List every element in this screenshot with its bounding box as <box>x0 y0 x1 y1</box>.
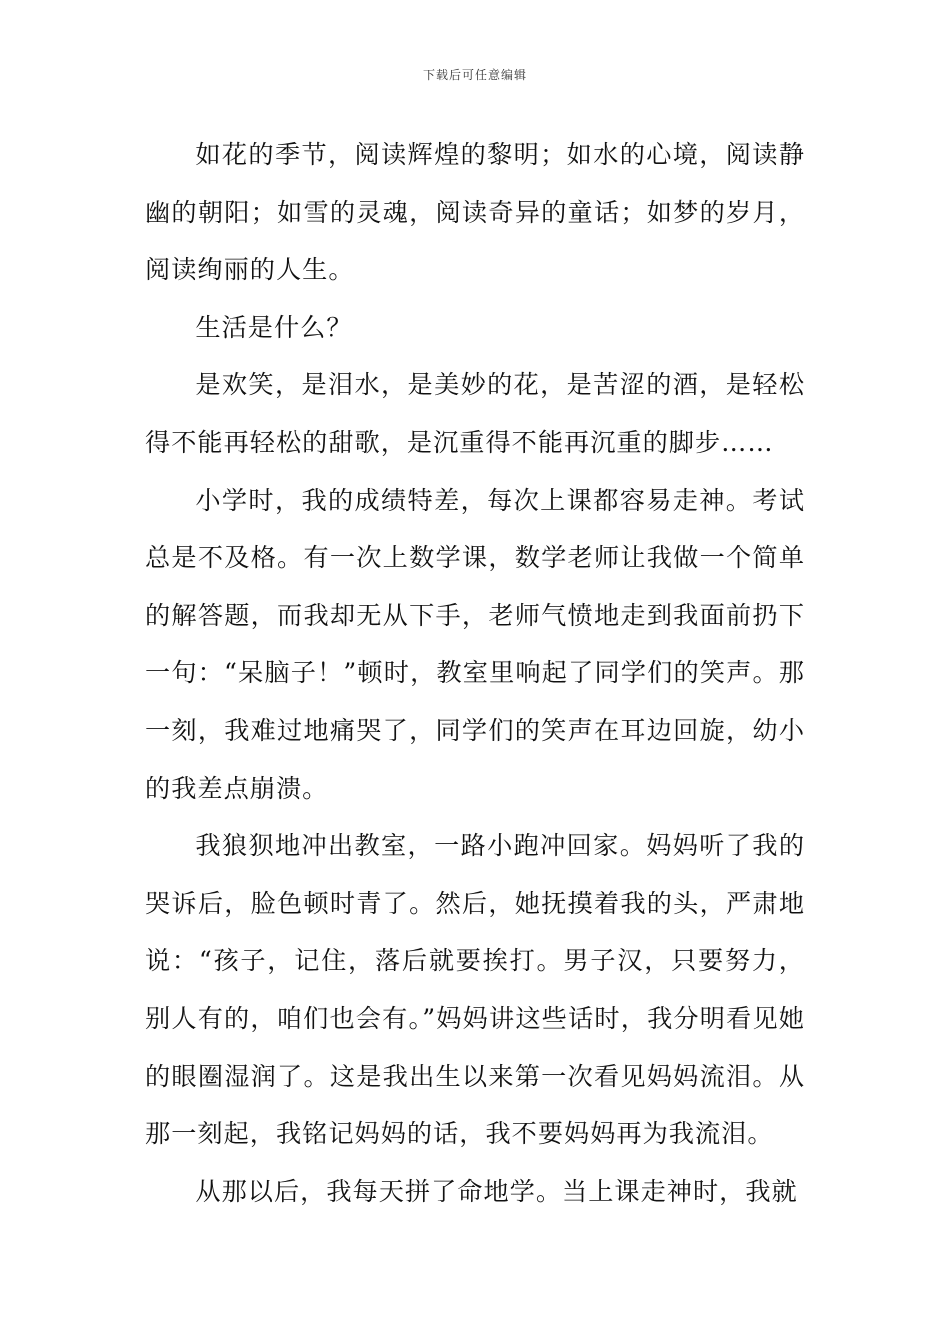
paragraph-3: 是欢笑，是泪水，是美妙的花，是苦涩的酒，是轻松得不能再轻松的甜歌，是沉重得不能再沉重的脚步…… <box>145 370 805 457</box>
document-body <box>145 126 805 1220</box>
paragraph-2: 生活是什么？ <box>195 312 353 342</box>
paragraph-6: 从那以后，我每天拼了命地学。当上课走神时，我就 <box>195 1176 798 1206</box>
paragraph-5: 我狼狈地冲出教室，一路小跑冲回家。妈妈听了我的哭诉后，脸色顿时青了。然后，她抚摸着我的头，严肃地说：“孩子，记住，落后就要挨打。男子汉，只要努力，别人有的，咱们也会有。”妈妈讲这些话时，我分明看见她的眼圈湿润了。这是我出生以来第一次看见妈妈流泪。从那一刻起，我铭记妈妈的话，我不要妈妈再为我流泪。 <box>145 831 805 1149</box>
paragraph-4: 小学时，我的成绩特差，每次上课都容易走神。考试总是不及格。有一次上数学课，数学老师让我做一个简单的解答题，而我却无从下手，老师气愤地走到我面前扔下一句：“呆脑子！”顿时，教室里响起了同学们的笑声。那一刻，我难过地痛哭了，同学们的笑声在耳边回旋，幼小的我差点崩溃。 <box>145 485 805 803</box>
paragraph-1: 如花的季节，阅读辉煌的黎明；如水的心境，阅读静幽的朝阳；如雪的灵魂，阅读奇异的童话；如梦的岁月，阅读绚丽的人生。 <box>145 140 805 285</box>
page-header: 下载后可任意编辑 <box>422 68 527 82</box>
